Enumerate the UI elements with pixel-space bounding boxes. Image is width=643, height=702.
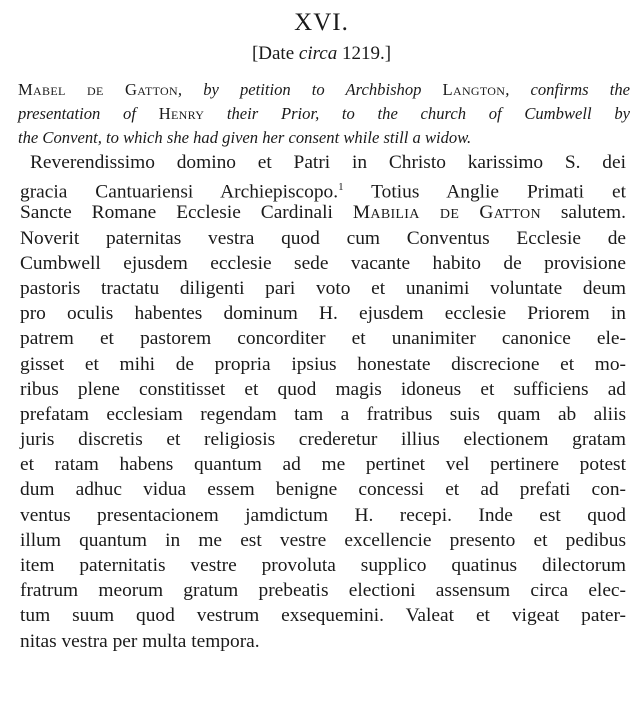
text-run: dum adhuc vidua essem benigne concessi et ad prefati con- [20, 479, 626, 501]
text-run: salutem. [540, 202, 626, 224]
text-line [20, 553, 626, 578]
text-line [18, 126, 630, 150]
text-line [20, 377, 626, 402]
date-circa: circa [298, 43, 338, 64]
proper-name: Mabilia de Gatton [352, 202, 541, 224]
text-run: illum quantum in me est vestre excellencie presento et pedibus [20, 529, 626, 551]
text-run: tum suum quod vestrum exsequemini. Valeat et vigeat pater- [20, 605, 626, 627]
text-run: Totius Anglie Primati et [343, 181, 626, 203]
text-line [20, 578, 626, 603]
text-line [20, 452, 626, 477]
text-line [20, 251, 626, 276]
text-line [20, 427, 626, 452]
text-run: ribus plene constitisset et quod magis idoneus et sufficiens ad [20, 378, 626, 400]
text-line [20, 326, 626, 351]
proper-name: Langton [442, 80, 506, 99]
text-line [20, 175, 626, 203]
text-line [20, 603, 626, 628]
footnote-marker: 1 [338, 181, 344, 194]
text-run: et ratam habens quantum ad me pertinet vel pertinere potest [20, 454, 626, 476]
text-line [20, 402, 626, 427]
text-run: nitas vestra per multa tempora. [20, 630, 260, 652]
text-line [20, 150, 626, 175]
text-run: prefatam ecclesiam regendam tam a fratribus suis quam ab aliis [20, 403, 626, 425]
text-run: juris discretis et religiosis crederetur illius electionem gratam [20, 429, 626, 451]
charter-text [20, 150, 626, 654]
text-run: , by petition to Archbishop [177, 80, 443, 99]
text-run: pro oculis habentes dominum H. ejusdem ecclesie Priorem in [20, 303, 626, 325]
text-line [20, 503, 626, 528]
text-line [20, 528, 626, 553]
text-line [20, 301, 626, 326]
text-run: patrem et pastorem concorditer et unanimiter canonice ele- [20, 328, 626, 350]
date-line [0, 42, 643, 66]
text-run: gisset et mihi de propria ipsius honestate discrecione et mo- [20, 353, 626, 375]
text-line [20, 226, 626, 251]
text-line [20, 629, 626, 654]
text-line [20, 477, 626, 502]
text-run: item paternitatis vestre provoluta supplico quatinus dilectorum [20, 555, 626, 576]
charter-summary [18, 78, 630, 150]
text-run: gracia Cantuariensi Archiepiscopo. [20, 181, 339, 203]
proper-name: Mabel de Gatton [18, 80, 178, 99]
date-prefix: [Date [251, 43, 299, 64]
charter-number: XVI. [294, 9, 349, 36]
text-run: ventus presentacionem jamdictum H. recepi. Inde est quod [20, 504, 626, 526]
text-line [20, 200, 626, 225]
date-year: 1219.] [337, 43, 392, 64]
text-line [18, 102, 630, 126]
text-run: fratrum meorum gratum prebeatis electioni assensum circa elec- [20, 580, 626, 602]
text-run: the Convent, to which she had given her consent while still a widow. [18, 128, 472, 147]
text-line [18, 78, 630, 102]
text-run: Noverit paternitas vestra quod cum Conventus Ecclesie de [20, 227, 626, 249]
text-run: Reverendissimo domino et Patri in Christo karissimo S. dei [30, 152, 626, 173]
text-run: Sancte Romane Ecclesie Cardinali [20, 202, 353, 224]
text-line [20, 352, 626, 377]
proper-name: Henry [158, 104, 205, 123]
text-run: their Prior, to the church of Cumbwell by [204, 104, 630, 123]
text-run: , confirms the [505, 80, 630, 99]
text-run: presentation of [18, 104, 159, 123]
text-run: pastoris tractatu diligenti pari voto et unanimi voluntate deum [20, 277, 626, 299]
text-run: Cumbwell ejusdem ecclesie sede vacante habito de provisione [20, 252, 626, 274]
text-line [20, 276, 626, 301]
